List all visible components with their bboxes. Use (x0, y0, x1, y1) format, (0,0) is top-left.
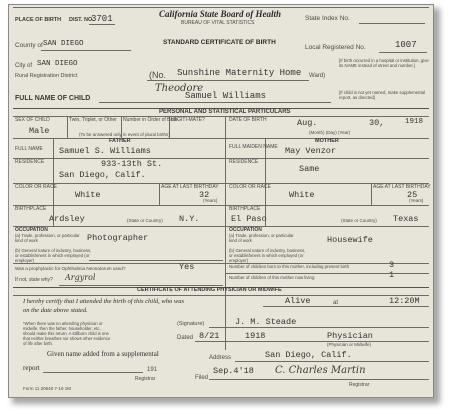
dist-no-value: 3701 (91, 14, 113, 24)
prophylactic-why: Argyrol (65, 273, 96, 282)
father-residence-1: 933-13th St. (101, 159, 163, 169)
father-age-label: AGE AT LAST BIRTHDAY (161, 184, 219, 190)
ward-label: Ward) (309, 73, 326, 79)
title-value: Physician (327, 331, 373, 341)
children-born-label: Number of children born to this mother, including present birth (229, 264, 350, 269)
registrar-label-right: Registrar (349, 382, 370, 388)
personal-section-title: PERSONAL AND STATISTICAL PARTICULARS (159, 109, 291, 115)
certificate-title: STANDARD CERTIFICATE OF BIRTH (163, 39, 276, 46)
father-birthplace-label: BIRTHPLACE (15, 206, 47, 212)
birth-certificate (8, 4, 434, 398)
address-value: San Diego, Calif. (265, 350, 352, 360)
father-state-country: (State or Country) (127, 218, 163, 223)
father-birthplace-city: Ardsley (49, 214, 85, 224)
address-label: Address (209, 355, 232, 361)
local-registered-value: 1007 (395, 40, 417, 50)
mother-occupation-sub: (a) Trade, profession, or particular kind of work (229, 233, 294, 243)
children-living-label: Number of children of this mother now living (229, 275, 315, 280)
board-title: California State Board of Health (159, 9, 282, 19)
sex-label: SEX OF CHILD (15, 117, 50, 123)
bureau-title: BUREAU OF VITAL STATISTICS (181, 20, 255, 26)
mother-age-label: AGE AT LAST BIRTHDAY (373, 184, 431, 190)
plural-note: (To be answered only in event of plural births) (79, 132, 170, 137)
full-name-label: FULL NAME OF CHILD (15, 95, 91, 102)
mother-state-country: (State or Country) (341, 218, 377, 223)
father-birthplace-state: N.Y. (179, 214, 200, 224)
attend-text-1: I hereby certify that I attended the birth of this child, who was (23, 298, 184, 305)
dated-value: 8/21 (199, 331, 220, 341)
father-heading: FATHER (109, 138, 131, 144)
father-color-value: White (75, 190, 101, 200)
father-general-nature: (b) General nature of industry, business, or establishment in which employed (or employer) (15, 248, 92, 263)
mother-birthplace-city: El Paso (231, 214, 267, 224)
at-label: at (333, 300, 339, 306)
mother-birthplace-state: Texas (393, 214, 419, 224)
signature-label: (Signature) (177, 321, 205, 327)
mother-residence-label: RESIDENCE (229, 159, 259, 165)
legitimate-label: LEGITI-MATE? (171, 117, 205, 123)
county-label: County of (15, 42, 43, 49)
date-year: 1918 (405, 118, 424, 126)
mother-color-value: White (289, 190, 315, 200)
filed-label: Filed (195, 375, 209, 381)
alive-value: Alive (285, 296, 311, 306)
date-month: Aug. (297, 118, 318, 128)
local-registered-label: Local Registered No. (305, 44, 366, 51)
form-number: Form 11 20648 7-16 1M (23, 386, 71, 391)
mother-name-value: May Venzor (285, 146, 337, 156)
supplemental-2: report (23, 364, 40, 372)
attend-footnote: *When there was no attending physician or midwife, then the father, householder, etc., should make this return. A stillborn child is one that neither breathes nor shows other evidence of life after birth. (23, 321, 111, 347)
father-color-label: COLOR OR RACE (15, 184, 57, 190)
dist-no-label: DIST. NO. (69, 17, 94, 23)
mother-years-label: (Years) (409, 198, 424, 203)
father-occupation-value: Photographer (87, 233, 149, 243)
father-occupation-label: OCCUPATION (15, 227, 48, 233)
date-sub: (Month) (Day) (Year) (309, 130, 351, 135)
sex-value: Male (29, 126, 50, 136)
mother-color-label: COLOR OR RACE (229, 184, 271, 190)
prophylactic-value: Yes (179, 262, 195, 272)
mother-occupation-label: OCCUPATION (229, 227, 262, 233)
father-occupation-sub: (a) Trade, profession, or particular kind of work (15, 233, 80, 243)
title-sub: (Physician or Midwife) (327, 342, 372, 347)
father-name-label: FULL NAME (15, 146, 43, 152)
city-label: City of (15, 63, 33, 69)
city-value: SAN DIEGO (37, 60, 78, 68)
full-name-typed: Samuel Williams (185, 91, 267, 101)
institution-note: [If birth occurred in a hospital or institution, give its NAME instead of street and number.] (339, 58, 429, 68)
dated-year: 1918 (245, 331, 266, 341)
full-name-handwritten: Theodore (155, 83, 204, 94)
date-of-birth-label: DATE OF BIRTH (229, 117, 267, 123)
attend-text-2: on the date above stated. (23, 307, 88, 314)
children-living-value: 1 (389, 270, 395, 280)
number-order-label: Number in Order of Birth (123, 117, 178, 123)
mother-age-value: 25 (407, 190, 418, 200)
dated-label: Dated (177, 335, 194, 341)
hospital-value: Sunshine Maternity Home (177, 68, 302, 78)
supplemental-1: Given name added from a supplemental (47, 350, 159, 358)
cert-section-title: CERTIFICATE OF ATTENDING PHYSICIAN OR MIDWIFE (137, 287, 282, 293)
mother-heading: MOTHER (315, 138, 339, 144)
state-index-label: State Index No. (305, 15, 350, 22)
place-of-birth-label: PLACE OF BIRTH (15, 17, 62, 23)
father-residence-label: RESIDENCE (15, 159, 45, 165)
hospital-paren: (No. (149, 70, 167, 80)
date-day: 30, (369, 118, 385, 128)
mother-occupation-value: Housewife (327, 235, 373, 245)
twin-label: Twin, Triplet, or Other (69, 117, 117, 123)
registrar-signature: C. Charles Martin (275, 365, 366, 376)
registrar-label-left: Registrar (135, 376, 156, 382)
prophylactic-label: Was a prophylactic for Ophthalmia Neonatorum used? (15, 266, 126, 271)
mother-general-nature: (b) General nature of industry, business, or establishment in which employed (or employer) (229, 248, 306, 263)
filed-value: Sep.4'18 (213, 366, 254, 376)
father-age-value: 32 (199, 190, 210, 200)
children-born-value: 3 (389, 260, 395, 270)
county-value: SAN DIEGO (43, 40, 84, 48)
father-residence-2: San Diego, Calif. (59, 170, 146, 180)
rural-district-label: Rural Registration District (15, 73, 78, 79)
mother-birthplace-label: BIRTHPLACE (229, 206, 261, 212)
time-value: 12:20M (389, 296, 420, 306)
mother-residence-value: Same (299, 164, 320, 174)
if-not-label: If not, state why? (15, 277, 53, 283)
mother-name-label: FULL MAIDEN NAME (229, 144, 278, 150)
not-named-note: [If child is not yet named, make supplemental report, as directed] (339, 90, 425, 100)
signature-value: J. M. Steade (235, 317, 297, 327)
father-years-label: (Years) (203, 198, 218, 203)
supplemental-year: 191 (147, 367, 158, 373)
father-name-value: Samuel S. Williams (59, 146, 151, 156)
